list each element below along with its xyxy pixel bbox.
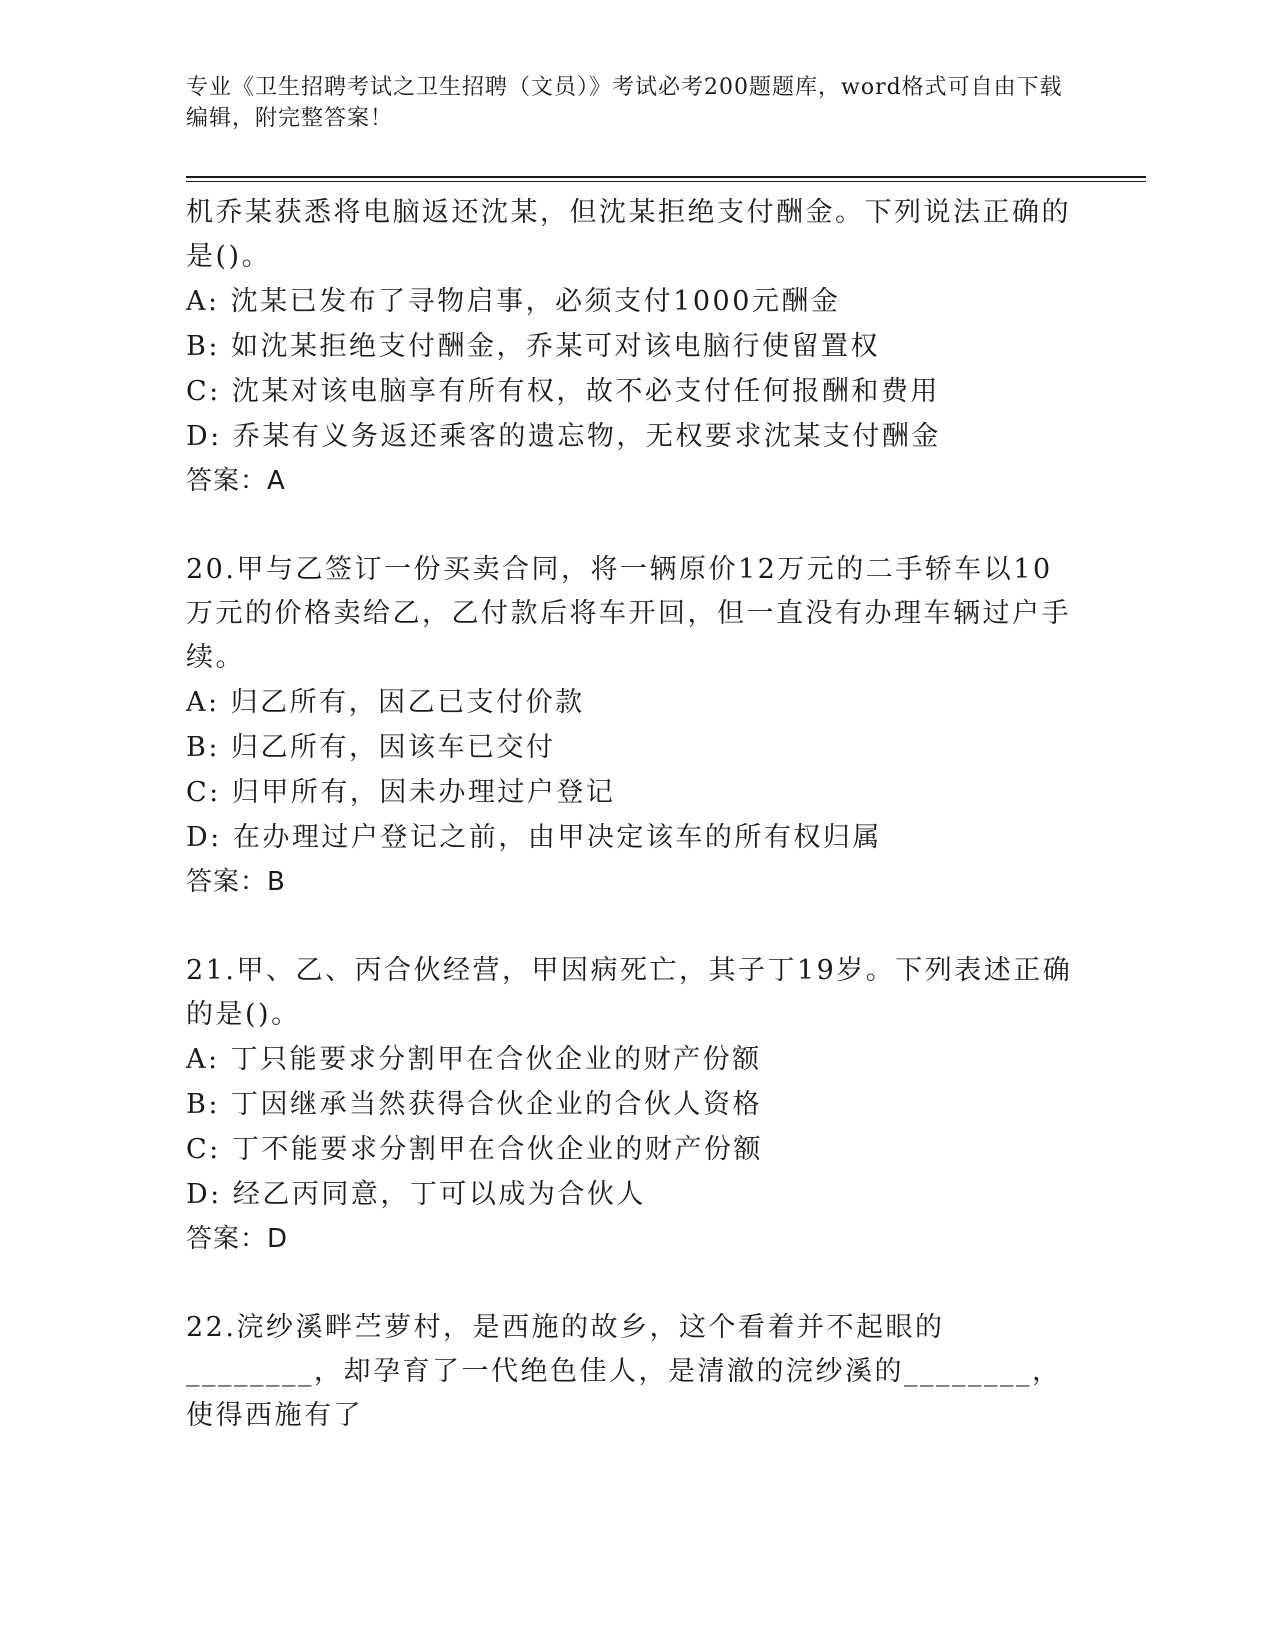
header-rule-thin (186, 181, 1146, 182)
option-c: C: 沈某对该电脑享有所有权，故不必支付任何报酬和费用 (186, 376, 940, 407)
answer-line: 答案：D (186, 1224, 289, 1254)
header-rule-thick (186, 176, 1146, 178)
answer-line: 答案：B (186, 867, 286, 897)
question-spacer (186, 503, 1076, 548)
question-list (186, 191, 1076, 1438)
option-d: D: 乔某有义务返还乘客的遗忘物，无权要求沈某支付酬金 (186, 421, 941, 452)
question-stem: 22.浣纱溪畔苎萝村，是西施的故乡，这个看着并不起眼的________，却孕育了一代绝色佳人，是清澈的浣纱溪的________，使得西施有了 (186, 1312, 1062, 1431)
option-d: D: 在办理过户登记之前，由甲决定该车的所有权归属 (186, 822, 882, 853)
question-stem: 机乔某获悉将电脑返还沈某，但沈某拒绝支付酬金。下列说法正确的是()。 (186, 197, 1071, 272)
question-20 (186, 548, 1076, 904)
answer-line: 答案：A (186, 466, 286, 496)
option-a: A: 归乙所有，因乙已支付价款 (186, 687, 585, 718)
question-19 (186, 191, 1076, 503)
option-c: C: 归甲所有，因未办理过户登记 (186, 777, 616, 808)
question-22 (186, 1306, 1076, 1438)
option-b: B: 丁因继承当然获得合伙企业的合伙人资格 (186, 1089, 763, 1120)
question-stem: 20.甲与乙签订一份买卖合同，将一辆原价12万元的二手轿车以10万元的价格卖给乙，乙付款后将车开回，但一直没有办理车辆过户手续。 (186, 554, 1071, 673)
option-a: A: 丁只能要求分割甲在合伙企业的财产份额 (186, 1044, 762, 1075)
option-c: C: 丁不能要求分割甲在合伙企业的财产份额 (186, 1134, 763, 1165)
option-b: B: 如沈某拒绝支付酬金，乔某可对该电脑行使留置权 (186, 331, 881, 362)
question-stem: 21.甲、乙、丙合伙经营，甲因病死亡，其子丁19岁。下列表述正确的是()。 (186, 955, 1073, 1030)
question-spacer (186, 1261, 1076, 1306)
document-header: 专业《卫生招聘考试之卫生招聘（文员）》考试必考200题题库，word格式可自由下载编辑，附完整答案！ (186, 75, 1063, 131)
option-d: D: 经乙丙同意，丁可以成为合伙人 (186, 1179, 646, 1210)
question-21 (186, 949, 1076, 1261)
option-a: A: 沈某已发布了寻物启事，必须支付1000元酬金 (186, 286, 841, 317)
option-b: B: 归乙所有，因该车已交付 (186, 732, 556, 763)
question-spacer (186, 904, 1076, 949)
